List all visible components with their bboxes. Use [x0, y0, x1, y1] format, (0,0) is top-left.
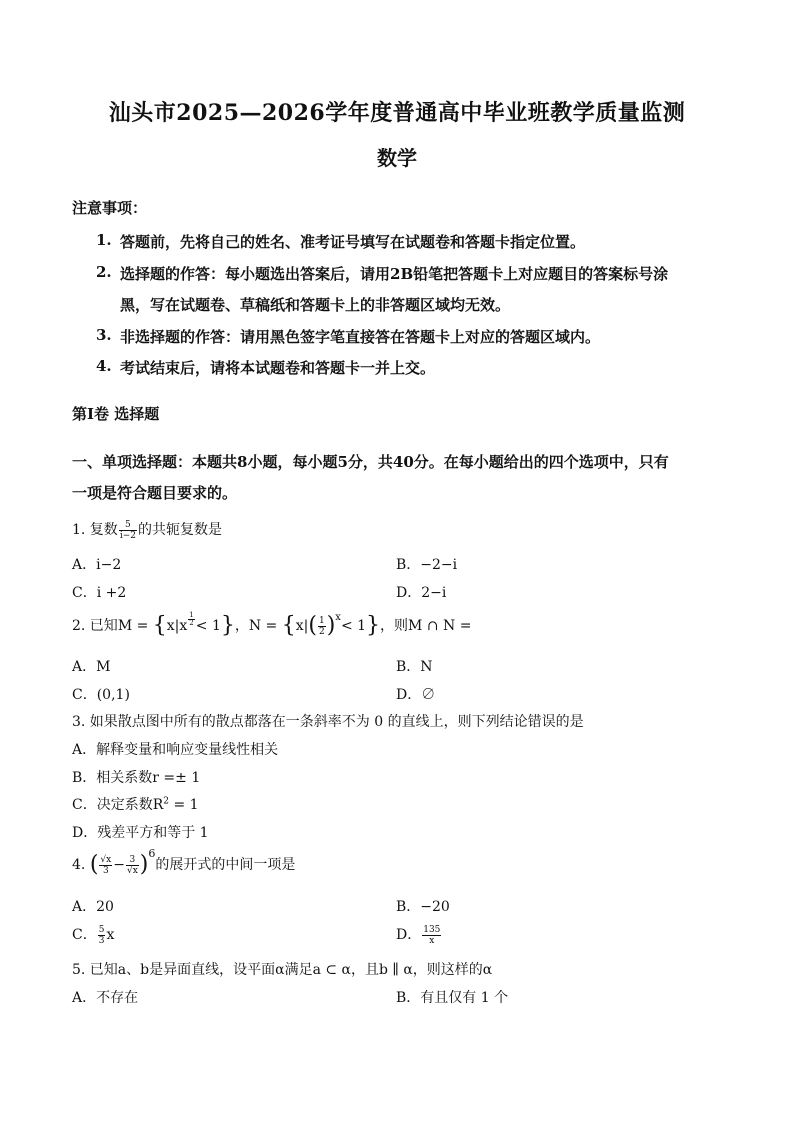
- question-3-option-c: [72, 794, 199, 814]
- question-1-option-a: A．i−2: [72, 557, 122, 573]
- set-m-label: M =: [117, 618, 149, 634]
- subject-title: 数学: [377, 146, 417, 170]
- question-1-option-d: D．2−i: [396, 585, 447, 601]
- exponent-fraction: [188, 612, 194, 627]
- term-1-numerator: √x: [100, 854, 112, 865]
- option-label: C．: [72, 927, 97, 943]
- notice-heading: 注意事项：: [72, 199, 148, 217]
- question-2-option-b: B．N: [396, 659, 433, 675]
- base-denominator: 2: [318, 626, 325, 637]
- question-4-stem: [72, 847, 296, 881]
- question-4-option-c: [72, 924, 114, 946]
- set-n-label: ，N =: [234, 618, 278, 634]
- part-instructions-line1: 一、单项选择题：本题共8小题，每小题5分，共40分。在每小题给出的四个选项中，只有: [72, 453, 669, 471]
- exponent-denominator: 2: [189, 619, 194, 627]
- term-1-fraction: [99, 855, 112, 876]
- question-2-stem: [72, 612, 471, 642]
- paren-close: ): [326, 613, 336, 638]
- option-c-text: C．决定系数R: [72, 797, 164, 813]
- fraction-denominator: i−2: [119, 530, 136, 541]
- option-variable: x: [106, 927, 115, 943]
- fraction-numerator: 5: [119, 520, 137, 531]
- question-1-fraction: [119, 520, 137, 541]
- option-c-value: = 1: [169, 797, 199, 813]
- question-1-prefix: 1. 复数: [72, 522, 118, 538]
- set-m-body: x|x: [166, 618, 188, 634]
- term-1-denominator: 3: [102, 865, 109, 876]
- brace-open: {: [281, 613, 296, 638]
- notice-item-1: 答题前，先将自己的姓名、准考证号填写在试题卷和答题卡指定位置。: [120, 233, 586, 251]
- question-3-option-b: B．相关系数r =± 1: [72, 770, 201, 786]
- power-exponent: 6: [148, 847, 156, 860]
- question-5-option-a: A．不存在: [72, 990, 139, 1006]
- question-3-option-d: D．残差平方和等于 1: [72, 825, 209, 841]
- question-4-option-a: A．20: [72, 899, 114, 915]
- question-5-stem: 5. 已知a、b是异面直线，设平面α满足a ⊂ α，且b ∥ α，则这样的α: [72, 962, 493, 978]
- question-4-option-d: [396, 924, 442, 946]
- question-1-option-c: C．i +2: [72, 585, 127, 601]
- base-numerator: 1: [318, 615, 325, 626]
- question-4-suffix: 的展开式的中间一项是: [155, 857, 296, 873]
- question-1-suffix: 的共轭复数是: [137, 522, 222, 538]
- option-fraction: [98, 925, 106, 946]
- term-2-fraction: [126, 855, 139, 876]
- brace-open: {: [152, 613, 167, 638]
- question-2-option-a: A．M: [72, 659, 111, 675]
- question-3-stem: 3. 如果散点图中所有的散点都落在一条斜率不为 0 的直线上，则下列结论错误的是: [72, 714, 584, 730]
- question-1-option-b: B．−2−i: [396, 557, 458, 573]
- question-1-stem: [72, 519, 222, 541]
- paren-open: (: [308, 613, 317, 638]
- question-3-option-a: A．解释变量和响应变量线性相关: [72, 742, 279, 758]
- base-fraction: [318, 616, 326, 637]
- question-2-option-d: D．∅: [396, 687, 436, 703]
- term-2-denominator: √x: [126, 865, 138, 876]
- question-2-suffix: ，则M ∩ N =: [380, 618, 472, 634]
- notice-item-3: 非选择题的作答：请用黑色签字笔直接答在答题卡上对应的答题区域内。: [120, 328, 601, 346]
- set-n-condition: < 1: [340, 618, 367, 634]
- set-m-condition: < 1: [195, 618, 221, 634]
- notice-item-3-num: 3.: [96, 326, 112, 344]
- question-2-option-c: C．(0,1): [72, 687, 130, 703]
- question-4-option-b: B．−20: [396, 899, 450, 915]
- minus-sign: −: [113, 857, 125, 873]
- question-4-prefix: 4.: [72, 857, 86, 873]
- option-label: D．: [396, 927, 422, 943]
- paren-close: ): [139, 852, 149, 877]
- notice-item-4-num: 4.: [96, 357, 112, 375]
- paren-open: (: [89, 852, 99, 877]
- notice-item-1-num: 1.: [96, 231, 112, 249]
- section-title: 第Ⅰ卷 选择题: [72, 405, 160, 423]
- option-numerator: 135: [423, 924, 441, 935]
- question-5-option-b: B．有且仅有 1 个: [396, 990, 509, 1006]
- option-c-superscript: 2: [163, 796, 169, 807]
- notice-item-2-num: 2.: [96, 263, 112, 281]
- brace-close: }: [220, 613, 235, 638]
- brace-close: }: [366, 613, 381, 638]
- set-n-exponent: x: [335, 612, 341, 623]
- notice-item-4: 考试结束后，请将本试题卷和答题卡一并上交。: [120, 359, 436, 377]
- option-fraction: [422, 925, 441, 946]
- term-2-numerator: 3: [126, 855, 139, 866]
- option-numerator: 5: [98, 924, 105, 935]
- set-n-body: x|: [295, 618, 309, 634]
- page-title: 汕头市2025—2026学年度普通高中毕业班教学质量监测: [108, 100, 686, 126]
- question-2-prefix: 2. 已知: [72, 618, 118, 634]
- part-instructions-line2: 一项是符合题目要求的。: [72, 484, 238, 502]
- option-denominator: x: [429, 935, 435, 946]
- notice-item-2-cont: 黑，写在试题卷、草稿纸和答题卡上的非答题区域均无效。: [120, 296, 511, 314]
- notice-item-2: 选择题的作答：每小题选出答案后，请用2B铅笔把答题卡上对应题目的答案标号涂: [120, 265, 669, 283]
- exponent-numerator: 1: [189, 611, 194, 619]
- option-denominator: 3: [98, 935, 105, 946]
